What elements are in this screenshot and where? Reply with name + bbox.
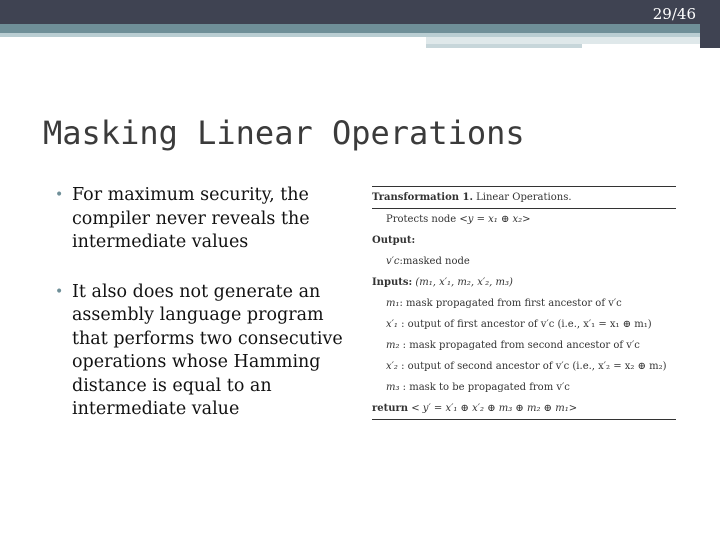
input-item <box>372 377 676 398</box>
header-accent-band <box>426 37 700 44</box>
input-item <box>372 314 676 335</box>
header-accent-strip <box>426 44 582 48</box>
return-label: return <box>372 403 409 414</box>
bullet-text: It also does not generate an assembly language program that performs two consecutive operations whose Hamming distance is equal to an intermediate value <box>72 281 343 419</box>
input-desc: : output of second ancestor of v′c (i.e., x′₂ = x₂ ⊕ m₂) <box>397 361 667 372</box>
output-desc <box>372 251 676 272</box>
bottom-rule <box>372 419 676 420</box>
top-bar <box>0 0 700 24</box>
input-item <box>372 335 676 356</box>
top-bar-corner <box>700 0 720 48</box>
input-var: x′₁ <box>386 319 398 330</box>
bullet-text: For maximum security, the compiler never reveals the intermediate values <box>72 185 310 252</box>
algorithm-box <box>372 186 676 420</box>
protects-label: Protects node <box>386 214 457 225</box>
input-desc: : mask propagated from first ancestor of v′c <box>399 298 622 309</box>
return-expr: < y′ = x′₁ ⊕ x′₂ ⊕ m₃ ⊕ m₂ ⊕ m₁> <box>408 403 578 414</box>
output-label: Output: <box>372 235 416 246</box>
inputs-label: Inputs: <box>372 277 413 288</box>
input-desc: : output of first ancestor of v′c (i.e., x′₁ = x₁ ⊕ m₁) <box>397 319 652 330</box>
slide-number: 29/46 <box>652 5 696 23</box>
header-band <box>0 24 700 33</box>
return-line <box>372 398 676 419</box>
input-var: x′₂ <box>386 361 398 372</box>
input-item <box>372 293 676 314</box>
output-text: :masked node <box>399 256 470 267</box>
bullet-marker: • <box>55 283 64 300</box>
bullet-list <box>55 184 355 448</box>
inputs-expr: (m₁, x′₁, m₂, x′₂, m₃) <box>415 277 513 288</box>
slide-title: Masking Linear Operations <box>43 114 525 152</box>
caption-text: Linear Operations. <box>476 192 572 203</box>
output-line <box>372 230 676 251</box>
bullet-item <box>55 281 355 422</box>
bullet-marker: • <box>55 187 64 203</box>
algorithm-caption <box>372 187 676 208</box>
input-desc: : mask to be propagated from v′c <box>399 382 570 393</box>
input-desc: : mask propagated from second ancestor of v′c <box>399 340 640 351</box>
input-var: m₂ <box>386 340 400 351</box>
bullet-item <box>55 184 355 255</box>
caption-label: Transformation 1. <box>372 192 473 203</box>
inputs-line <box>372 272 676 293</box>
protects-expr: <y = x₁ ⊕ x₂> <box>459 214 531 225</box>
input-var: m₁ <box>386 298 400 309</box>
input-var: m₃ <box>386 382 400 393</box>
output-var: v′c <box>386 256 400 267</box>
protects-line <box>372 209 676 230</box>
input-item <box>372 356 676 377</box>
